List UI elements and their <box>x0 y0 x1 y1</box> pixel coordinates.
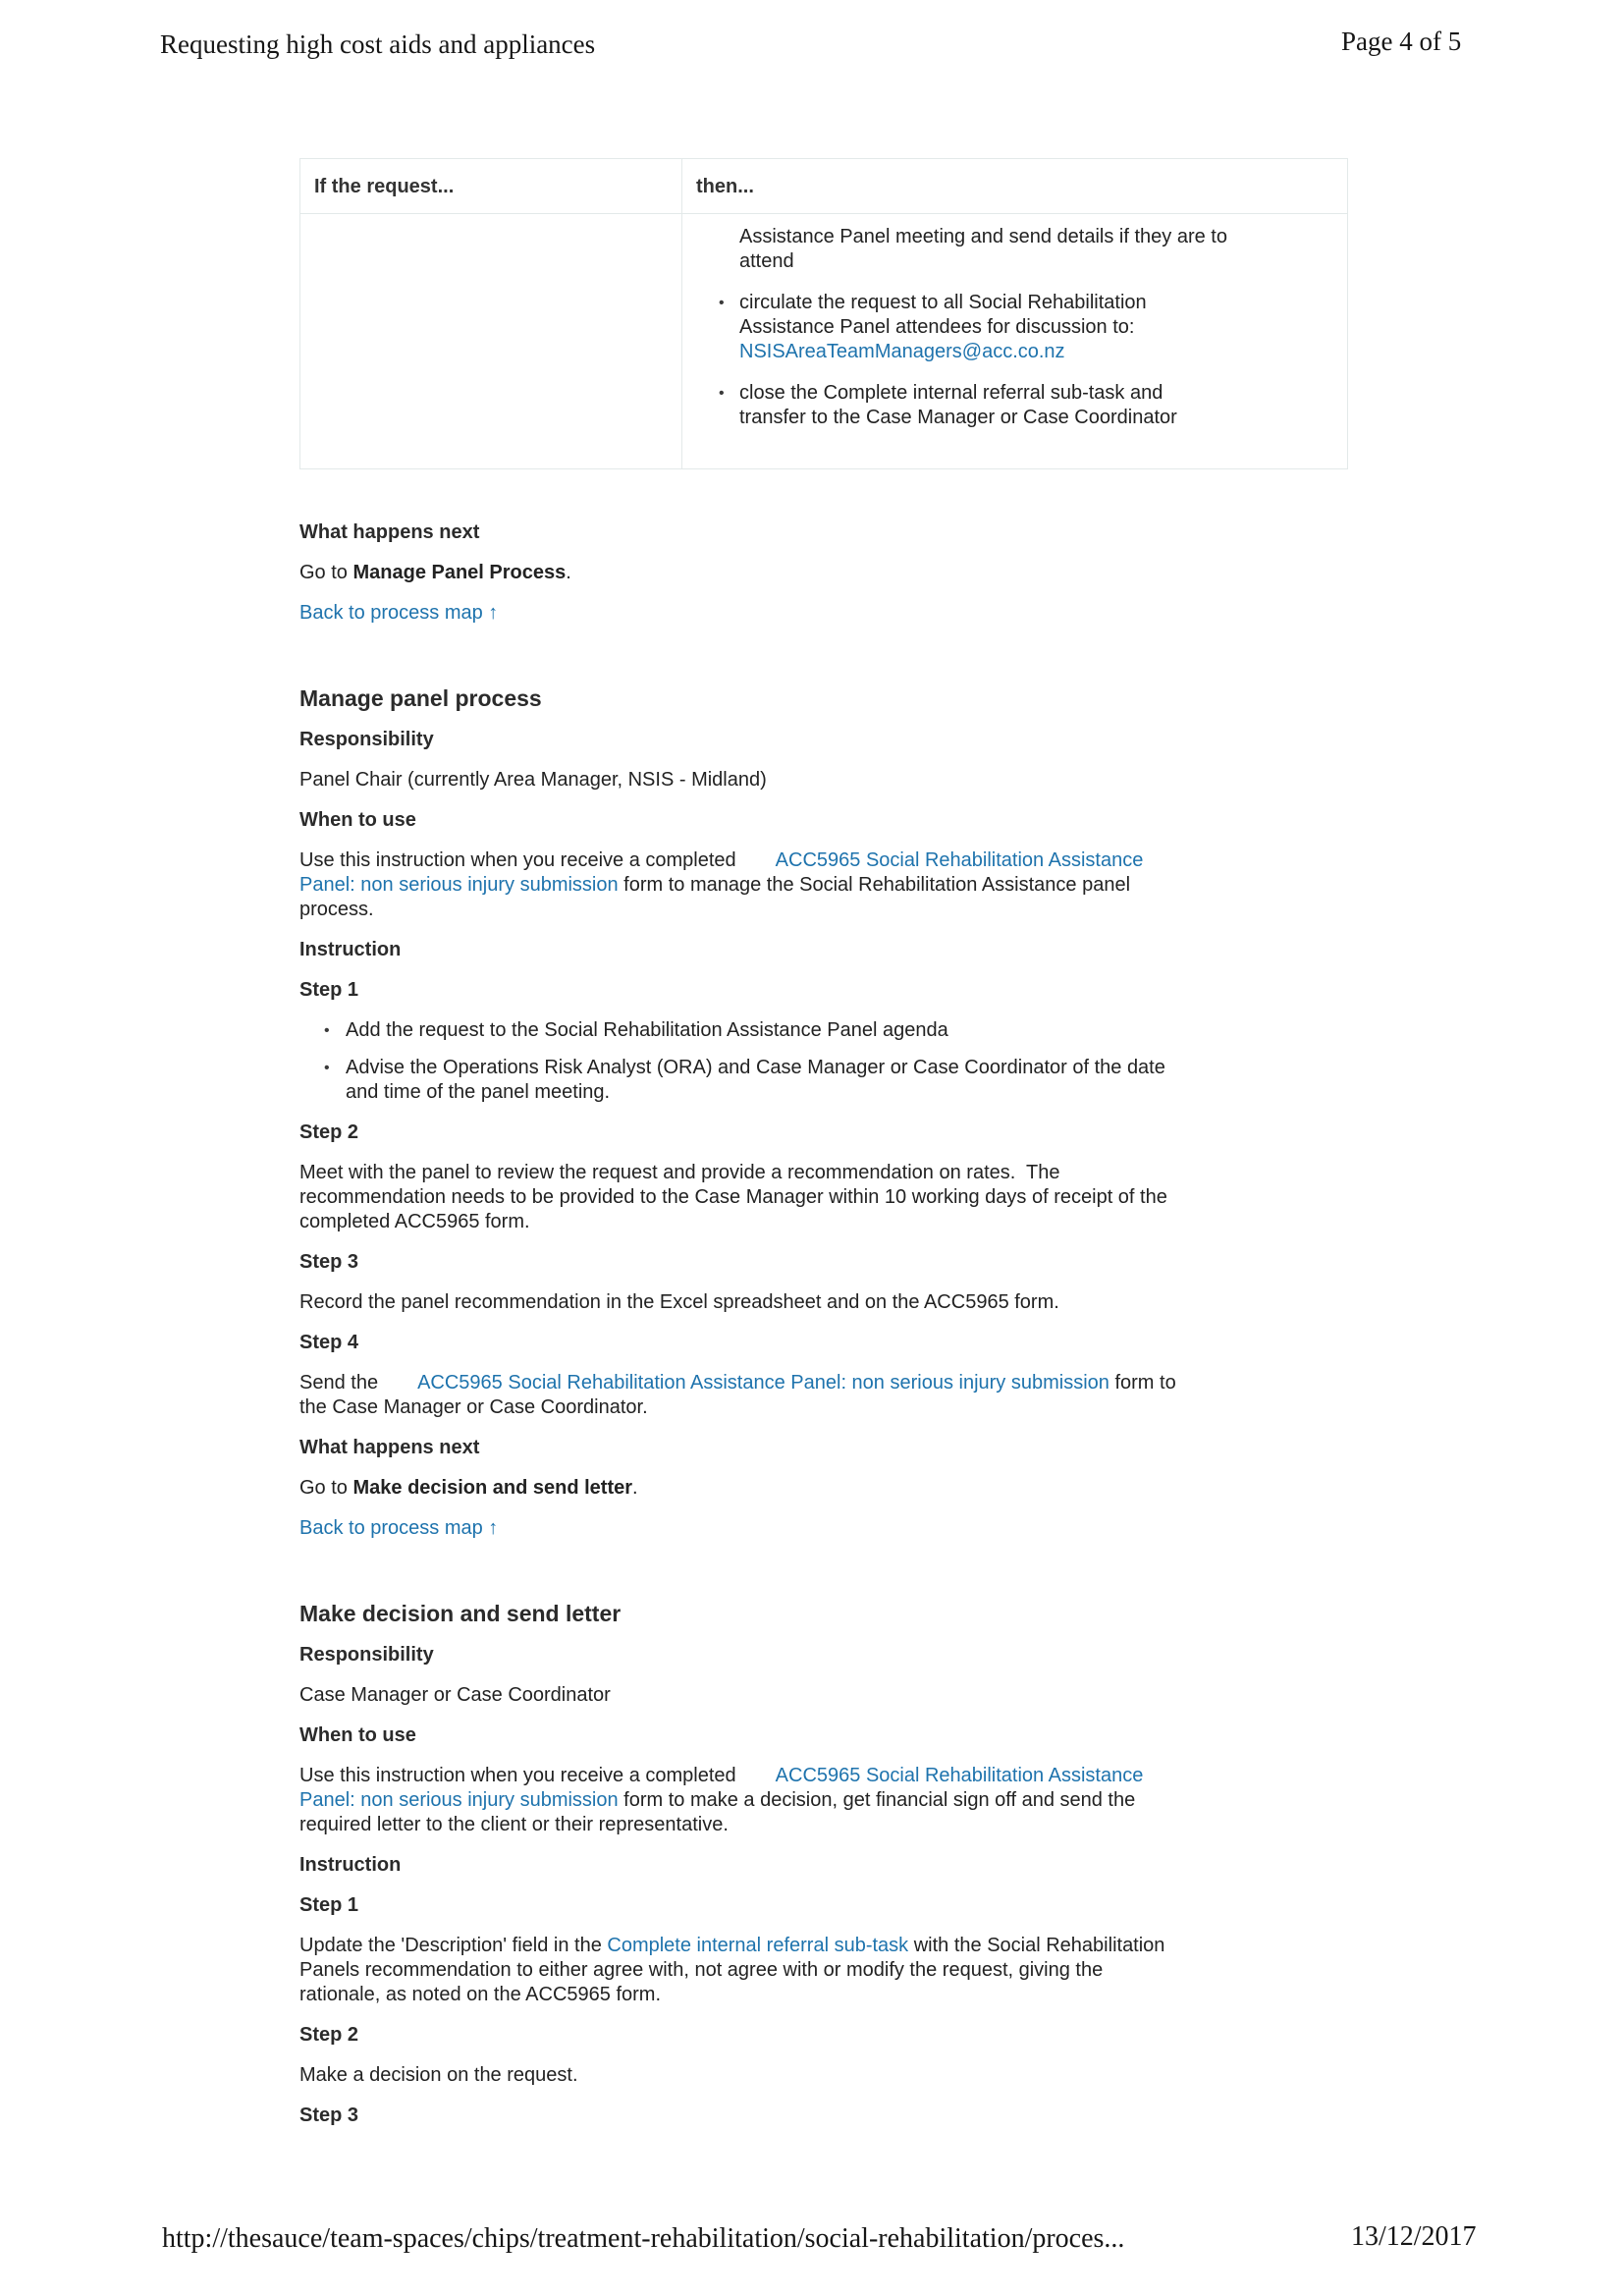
document-body <box>299 158 1370 2144</box>
table-header-if: If the request... <box>300 159 682 214</box>
manage-panel-process-ref: Manage Panel Process <box>352 562 567 583</box>
table-cell-if <box>300 214 682 469</box>
page-number: Page 4 of 5 <box>1341 27 1462 56</box>
continuation-text: Assistance Panel meeting and send details if they are to attend <box>739 226 1227 272</box>
step-4-text: Send the ACC5965 Social Rehabilitation Assistance Panel: non serious injury submission form to the Case Manager or Case Coordinator. <box>299 1372 1176 1418</box>
responsibility-heading: Responsibility <box>299 729 434 750</box>
instruction-heading: Instruction <box>299 1854 402 1876</box>
acc5965-link[interactable]: ACC5965 Social Rehabilitation Assistance Panel: non serious injury submission <box>417 1372 1109 1394</box>
step-1-bullet: • Add the request to the Social Rehabilitation Assistance Panel agenda <box>346 1018 1370 1043</box>
back-to-process-map-link[interactable]: Back to process map ↑ <box>299 1517 499 1539</box>
make-decision-ref: Make decision and send letter <box>352 1477 633 1499</box>
back-link-row <box>299 601 1370 626</box>
what-happens-next-heading: What happens next <box>299 1437 480 1458</box>
step-1-bullet: • Advise the Operations Risk Analyst (ORA) and Case Manager or Case Coordinator of the date and time of the panel meeting. <box>346 1056 1370 1105</box>
acc5965-link[interactable]: Panel: non serious injury submission <box>299 1789 619 1811</box>
step-2-text: Meet with the panel to review the request and provide a recommendation on rates. The recommendation needs to be provided to the Case Manager within 10 working days of receipt of the completed ACC5965 form. <box>299 1162 1167 1232</box>
when-to-use-heading: When to use <box>299 809 416 831</box>
bullet-close: • close the Complete internal referral sub-task and transfer to the Case Manager or Case Coordinator <box>739 381 1347 430</box>
complete-internal-referral-link[interactable]: Complete internal referral sub-task <box>607 1935 909 1956</box>
when-to-use-heading: When to use <box>299 1724 416 1746</box>
step-1-heading: Step 1 <box>299 979 359 1001</box>
go-to-text: Go to Manage Panel Process. <box>299 562 571 583</box>
when-to-use-text: Use this instruction when you receive a completed ACC5965 Social Rehabilitation Assistance Panel: non serious injury submission form to make a decision, get financial sign off and send the required letter to the client or their representative. <box>299 1765 1144 1835</box>
table-header-then: then... <box>682 159 1348 214</box>
what-happens-next-heading: What happens next <box>299 521 480 543</box>
step-2-heading: Step 2 <box>299 1121 359 1143</box>
footer-date: 13/12/2017 <box>1351 2221 1477 2252</box>
step-1-text: Update the 'Description' field in the Complete internal referral sub-task with the Social Rehabilitation Panels recommendation to either agree with, not agree with or modify the request, giving the rationale, as noted on the ACC5965 form. <box>299 1935 1165 2005</box>
table-cell-then <box>682 214 1348 469</box>
step-4-heading: Step 4 <box>299 1332 359 1353</box>
when-to-use-text: Use this instruction when you receive a completed ACC5965 Social Rehabilitation Assistance Panel: non serious injury submission form to manage the Social Rehabilitation Assistance panel process. <box>299 849 1144 920</box>
back-to-process-map-link[interactable]: Back to process map ↑ <box>299 602 499 624</box>
back-link-row <box>299 1516 1370 1541</box>
responsibility-text: Case Manager or Case Coordinator <box>299 1684 611 1706</box>
step-3-heading: Step 3 <box>299 2105 359 2126</box>
table-body-row <box>300 214 1348 469</box>
table-bullet-list <box>682 291 1347 430</box>
section-heading-manage-panel: Manage panel process <box>299 685 542 711</box>
go-to-text: Go to Make decision and send letter. <box>299 1477 638 1499</box>
decision-table <box>299 158 1348 469</box>
step-3-heading: Step 3 <box>299 1251 359 1273</box>
email-link[interactable]: NSISAreaTeamManagers@acc.co.nz <box>739 341 1065 362</box>
footer-url: http://thesauce/team-spaces/chips/treatment-rehabilitation/social-rehabilitation/proces... <box>162 2223 1125 2254</box>
instruction-heading: Instruction <box>299 939 402 960</box>
step-2-heading: Step 2 <box>299 2024 359 2046</box>
table-header-row <box>300 159 1348 214</box>
step-1-bullet-list <box>299 1018 1370 1105</box>
step-2-text: Make a decision on the request. <box>299 2064 578 2086</box>
page-title: Requesting high cost aids and appliances <box>160 29 596 59</box>
step-1-heading: Step 1 <box>299 1894 359 1916</box>
acc5965-link[interactable]: ACC5965 Social Rehabilitation Assistance <box>775 849 1144 871</box>
bullet-circulate: • circulate the request to all Social Rehabilitation Assistance Panel attendees for discussion to: NSISAreaTeamManagers@acc.co.nz <box>739 291 1347 364</box>
responsibility-heading: Responsibility <box>299 1644 434 1666</box>
responsibility-text: Panel Chair (currently Area Manager, NSIS - Midland) <box>299 769 767 791</box>
acc5965-link[interactable]: Panel: non serious injury submission <box>299 874 619 896</box>
section-heading-make-decision: Make decision and send letter <box>299 1601 622 1626</box>
acc5965-link[interactable]: ACC5965 Social Rehabilitation Assistance <box>775 1765 1144 1786</box>
step-3-text: Record the panel recommendation in the Excel spreadsheet and on the ACC5965 form. <box>299 1291 1059 1313</box>
